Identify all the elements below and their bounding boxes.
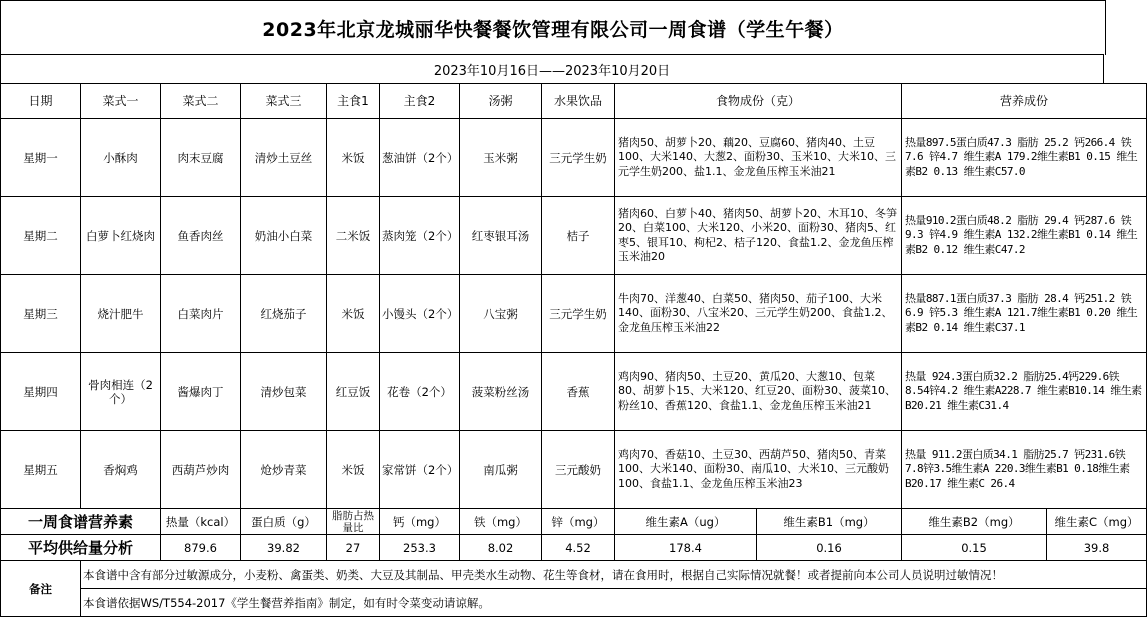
dish1-cell: 白萝卜红烧肉	[81, 197, 161, 275]
summary-value-vitamin-a: 178.4	[615, 535, 757, 561]
page-title: 2023年北京龙城丽华快餐餐饮管理有限公司一周食谱（学生午餐）	[0, 0, 1106, 55]
summary-value-vitamin-c: 39.8	[1047, 535, 1147, 561]
summary-label-average: 平均供给量分析	[1, 535, 161, 561]
header-staple2: 主食2	[380, 84, 460, 119]
summary-header-vitamin-b1: 维生素B1（mg）	[757, 509, 902, 535]
summary-value-vitamin-b2: 0.15	[902, 535, 1047, 561]
table-row	[1, 431, 1147, 509]
header-ingredients: 食物成份（克）	[615, 84, 902, 119]
fruit-cell: 香蕉	[542, 353, 615, 431]
header-row	[1, 84, 1147, 119]
menu-table	[0, 83, 1147, 617]
dish3-cell: 红烧茄子	[241, 275, 327, 353]
summary-value-zinc: 4.52	[542, 535, 615, 561]
soup-cell: 八宝粥	[460, 275, 542, 353]
header-soup: 汤粥	[460, 84, 542, 119]
date-range: 2023年10月16日——2023年10月20日	[0, 54, 1104, 84]
summary-header-iron: 铁（mg）	[460, 509, 542, 535]
day-cell: 星期二	[1, 197, 81, 275]
table-row	[1, 197, 1147, 275]
summary-header-protein: 蛋白质（g）	[241, 509, 327, 535]
header-fruit: 水果饮品	[542, 84, 615, 119]
soup-cell: 菠菜粉丝汤	[460, 353, 542, 431]
staple1-cell: 米饭	[327, 431, 380, 509]
summary-header-fat-ratio: 脂肪占热量比	[327, 509, 380, 535]
dish2-cell: 酱爆肉丁	[161, 353, 241, 431]
staple2-cell: 花卷（2个）	[380, 353, 460, 431]
table-row	[1, 119, 1147, 197]
staple2-cell: 家常饼（2个）	[380, 431, 460, 509]
staple1-cell: 二米饭	[327, 197, 380, 275]
nutrition-cell: 热量897.5蛋白质47.3 脂肪 25.2 钙266.4 铁7.6 锌4.7 维生素A 179.2维生素B1 0.15 维生素B2 0.13 维生素C57.0	[902, 119, 1147, 197]
staple2-cell: 蒸肉笼（2个）	[380, 197, 460, 275]
summary-header-energy: 热量（kcal）	[161, 509, 241, 535]
summary-value-vitamin-b1: 0.16	[757, 535, 902, 561]
summary-header-vitamin-a: 维生素A（ug）	[615, 509, 757, 535]
header-dish2: 菜式二	[161, 84, 241, 119]
dish1-cell: 香焖鸡	[81, 431, 161, 509]
nutrition-cell: 热量887.1蛋白质37.3 脂肪 28.4 钙251.2 铁6.9 锌5.3 维生素A 121.7维生素B1 0.20 维生素B2 0.14 维生素C37.1	[902, 275, 1147, 353]
header-nutrition: 营养成份	[902, 84, 1147, 119]
notes-row	[1, 589, 1147, 617]
dish3-cell: 清炒土豆丝	[241, 119, 327, 197]
dish2-cell: 肉末豆腐	[161, 119, 241, 197]
nutrition-cell: 热量 924.3蛋白质32.2 脂肪25.4钙229.6铁8.54锌4.2 维生素A228.7 维生素B10.14 维生素B20.21 维生素C31.4	[902, 353, 1147, 431]
staple2-cell: 葱油饼（2个）	[380, 119, 460, 197]
ingredients-cell: 牛肉70、洋葱40、白菜50、猪肉50、茄子100、大米140、面粉30、八宝米20、三元学生奶200、食盐1.2、金龙鱼压榨玉米油22	[615, 275, 902, 353]
summary-value-iron: 8.02	[460, 535, 542, 561]
summary-values-row	[1, 535, 1147, 561]
ingredients-cell: 猪肉50、胡萝卜20、藕20、豆腐60、猪肉40、土豆100、大米140、大葱2、面粉30、玉米10、大米10、三元学生奶200、盐1.1、金龙鱼压榨玉米油21	[615, 119, 902, 197]
notes-label: 备注	[1, 561, 81, 617]
table-row	[1, 353, 1147, 431]
ingredients-cell: 鸡肉70、香菇10、土豆30、西葫芦50、猪肉50、青菜100、大米140、面粉30、南瓜10、大米10、三元酸奶100、食盐1.1、金龙鱼压榨玉米油23	[615, 431, 902, 509]
summary-header-zinc: 锌（mg）	[542, 509, 615, 535]
nutrition-cell: 热量 911.2蛋白质34.1 脂肪25.7 钙231.6铁7.8锌3.5维生素A 220.3维生素B1 0.18维生素B20.17 维生素C 26.4	[902, 431, 1147, 509]
day-cell: 星期三	[1, 275, 81, 353]
summary-header-vitamin-b2: 维生素B2（mg）	[902, 509, 1047, 535]
day-cell: 星期五	[1, 431, 81, 509]
header-date: 日期	[1, 84, 81, 119]
soup-cell: 玉米粥	[460, 119, 542, 197]
day-cell: 星期四	[1, 353, 81, 431]
notes-row	[1, 561, 1147, 589]
ingredients-cell: 猪肉60、白萝卜40、猪肉50、胡萝卜20、木耳10、冬笋20、白菜100、大米120、小米20、面粉30、猪肉5、红枣5、银耳10、枸杞2、桔子120、食盐1.2、金龙鱼压榨玉米油20	[615, 197, 902, 275]
notes-allergen: 本食谱中含有部分过敏源成分，小麦粉、禽蛋类、奶类、大豆及其制品、甲壳类水生动物、花生等食材，请在食用时，根据自己实际情况就餐！或者提前向本公司人员说明过敏情况！	[81, 561, 1147, 589]
summary-label-nutrients: 一周食谱营养素	[1, 509, 161, 535]
dish2-cell: 西葫芦炒肉	[161, 431, 241, 509]
notes-standard: 本食谱依据WS/T554-2017《学生餐营养指南》制定，如有时令菜变动请谅解。	[81, 589, 1147, 617]
soup-cell: 南瓜粥	[460, 431, 542, 509]
staple1-cell: 米饭	[327, 119, 380, 197]
staple1-cell: 米饭	[327, 275, 380, 353]
dish3-cell: 清炒包菜	[241, 353, 327, 431]
summary-value-calcium: 253.3	[380, 535, 460, 561]
dish3-cell: 奶油小白菜	[241, 197, 327, 275]
fruit-cell: 三元酸奶	[542, 431, 615, 509]
fruit-cell: 三元学生奶	[542, 275, 615, 353]
header-dish1: 菜式一	[81, 84, 161, 119]
table-row	[1, 275, 1147, 353]
dish1-cell: 骨肉相连（2个）	[81, 353, 161, 431]
summary-header-vitamin-c: 维生素C（mg）	[1047, 509, 1147, 535]
dish3-cell: 炝炒青菜	[241, 431, 327, 509]
day-cell: 星期一	[1, 119, 81, 197]
staple1-cell: 红豆饭	[327, 353, 380, 431]
fruit-cell: 三元学生奶	[542, 119, 615, 197]
dish1-cell: 烧汁肥牛	[81, 275, 161, 353]
summary-header-row	[1, 509, 1147, 535]
dish2-cell: 白菜肉片	[161, 275, 241, 353]
summary-header-calcium: 钙（mg）	[380, 509, 460, 535]
dish2-cell: 鱼香肉丝	[161, 197, 241, 275]
nutrition-cell: 热量910.2蛋白质48.2 脂肪 29.4 钙287.6 铁9.3 锌4.9 维生素A 132.2维生素B1 0.14 维生素B2 0.12 维生素C47.2	[902, 197, 1147, 275]
staple2-cell: 小馒头（2个）	[380, 275, 460, 353]
dish1-cell: 小酥肉	[81, 119, 161, 197]
header-staple1: 主食1	[327, 84, 380, 119]
ingredients-cell: 鸡肉90、猪肉50、土豆20、黄瓜20、大葱10、包菜80、胡萝卜15、大米120、红豆20、面粉30、菠菜10、粉丝10、香蕉120、食盐1.1、金龙鱼压榨玉米油21	[615, 353, 902, 431]
summary-value-fat-ratio: 27	[327, 535, 380, 561]
fruit-cell: 桔子	[542, 197, 615, 275]
header-dish3: 菜式三	[241, 84, 327, 119]
summary-value-protein: 39.82	[241, 535, 327, 561]
soup-cell: 红枣银耳汤	[460, 197, 542, 275]
summary-value-energy: 879.6	[161, 535, 241, 561]
